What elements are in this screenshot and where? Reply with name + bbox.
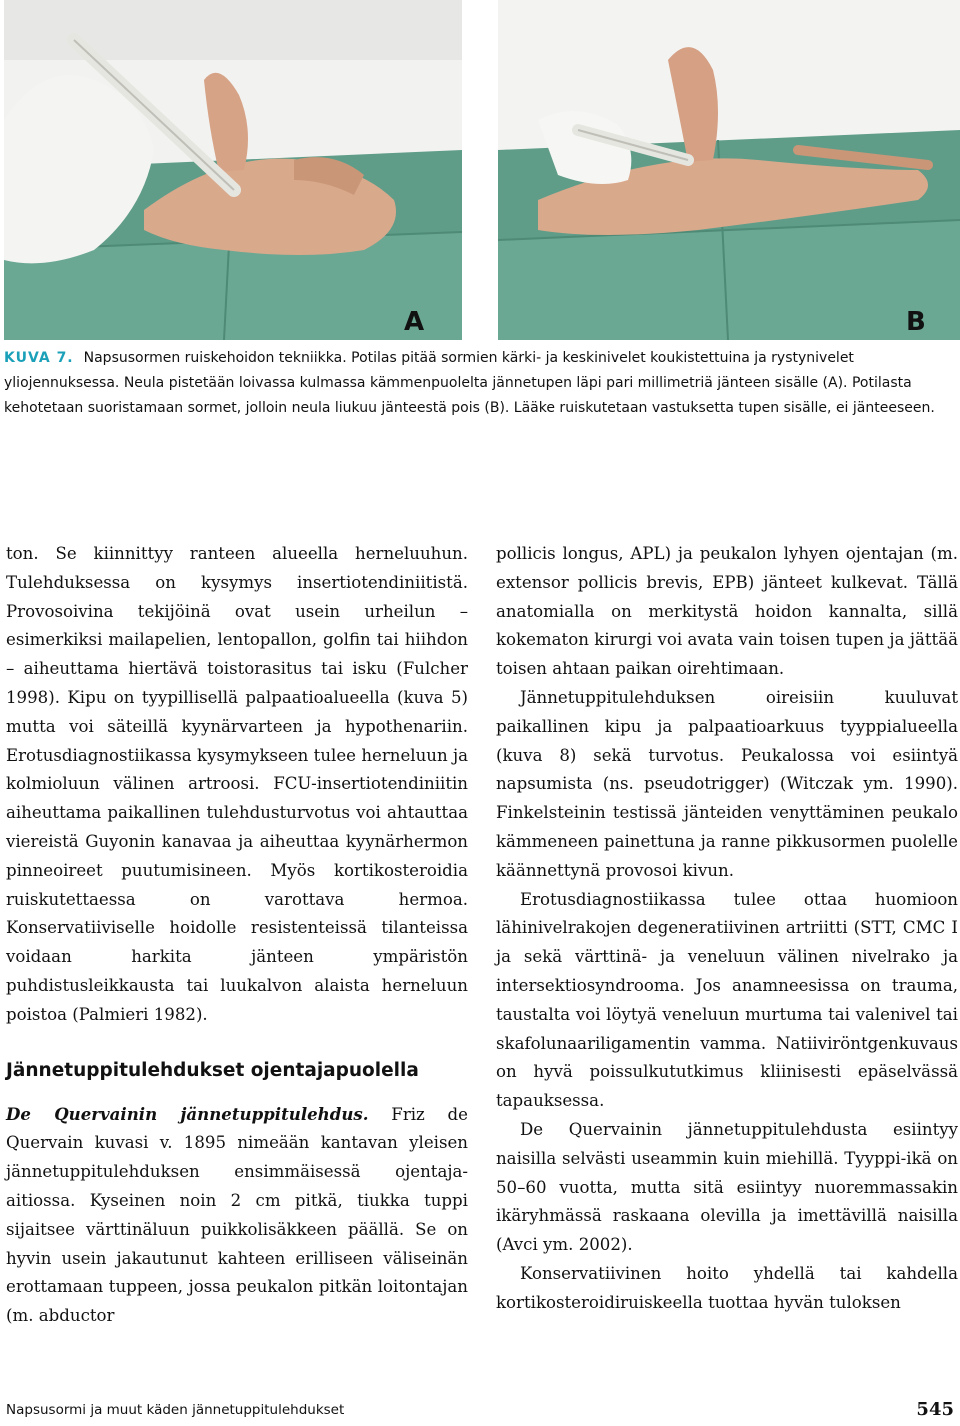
section-heading: Jännetuppitulehdukset ojentajapuolella (6, 1059, 419, 1081)
caption-label: KUVA 7. (4, 350, 74, 366)
right-column (496, 540, 958, 1318)
left-paragraph-1: ton. Se kiinnittyy ranteen alueella herneluuhun. Tulehduksessa on kysymys insertiotendiniitistä. Provosoivina tekijöinä ovat usein urheilun – esimerkiksi mailapelien, lentopallon, golfin tai hiihdon – aiheuttama hiertävä toistorasitus tai isku (Fulcher 1998). Kipu on tyypillisellä palpaatioalueella (kuva 5) mutta voi säteillä kyynärvarteen ja hypothenariin. Erotusdiagnostiikassa kysymykseen tulee herneluun ja kolmioluun välinen artroosi. FCU-insertiotendiniitin aiheuttama paikallinen tulehdusturvotus voi ahtauttaa viereistä Guyonin kanavaa ja aiheuttaa kyynärhermon pinneoireet puutumisineen. Myös kortikosteroidia ruiskutettaessa on varottava hermoa. Konservatiiviselle hoidolle resistenteissä tilanteissa voidaan harkita jänteen ympäristön puhdistusleikkausta tai luukalvon alaista herneluun poistoa (Palmieri 1982). (6, 544, 468, 1024)
right-paragraph-1: pollicis longus, APL) ja peukalon lyhyen ojentajan (m. extensor pollicis brevis, EPB) jänteet kulkevat. Tällä anatomialla on merkitystä hoidon kannalta, sillä kokematon kirurgi voi avata vain toisen tupen ja jättää toisen ahtaan paikan oirehtimaan. (496, 544, 958, 679)
left-column (6, 540, 468, 1331)
page-footer (6, 1398, 954, 1422)
page-number: 545 (916, 1399, 954, 1420)
left-paragraph-2-text: Friz de Quervain kuvasi v. 1895 nimeään kantavan yleisen jännetuppitulehduksen ensimmäisessä ojentaja-aitiossa. Kyseinen noin 2 cm pitkä, tiukka tuppi sijaitsee värttinäluun puikkolisäkkeen päällä. Se on hyvin usein jakautunut kahteen erilliseen väliseinän erottamaan tuppeen, jossa peukalon pitkän loitontajan (m. abductor (6, 1104, 468, 1326)
left-paragraph-2 (6, 1100, 468, 1331)
figure-photo-a (4, 0, 462, 340)
right-paragraph-3: Erotusdiagnostiikassa tulee ottaa huomioon lähinivelrakojen degeneratiivinen artriitti (STT, CMC I ja sekä värttinä- ja veneluun välinen nivelrako ja intersektiosyndrooma. Jos anamneesissa on trauma, taustalta voi löytyä veneluun murtuma tai valenivel tai skafolunaariligamentin vamma. Natiiviröntgenkuvaus on hyvä poissulkututkimus kliinisesti epäselvässä tapauksessa. (496, 889, 958, 1111)
caption-text: Napsusormen ruiskehoidon tekniikka. Potilas pitää sormien kärki- ja keskinivelet koukistettuina ja rystynivelet yliojennuksessa. Neula pistetään loivassa kulmassa kämmenpuolelta jännetupen läpi pari millimetriä jänteen sisälle (A). Potilasta kehotetaan suoristamaan sormet, jolloin neula liukuu jänteestä pois (B). Lääke ruiskutetaan vastuksetta tupen sisälle, ei jänteeseen. (4, 350, 935, 416)
running-title: Napsusormi ja muut käden jännetuppitulehdukset (6, 1402, 345, 1418)
right-paragraph-2: Jännetuppitulehduksen oireisiin kuuluvat paikallinen kipu ja palpaatioarkuus tyyppialueella (kuva 8) sekä turvotus. Peukalossa voi esiintyä napsumista (ns. pseudotrigger) (Witczak ym. 1990). Finkelsteinin testissä jänteiden venyttäminen peukalo kämmeneen painettuna ja ranne pikkusormen puolelle käännettynä provosoi kivun. (496, 687, 958, 880)
figure-photo-b (498, 0, 960, 340)
right-paragraph-4: De Quervainin jännetuppitulehdusta esiintyy naisilla selvästi useammin kuin miehillä. Tyyppi-ikä on 50–60 vuotta, mutta sitä esiintyy nuoremmassakin ikäryhmässä raskaana olevilla ja imettävillä naisilla (Avci ym. 2002). (496, 1119, 958, 1255)
photo-label-b: B (906, 307, 926, 337)
photo-label-a: A (404, 307, 426, 337)
figure-caption (4, 346, 956, 421)
photo-b-illustration (498, 0, 960, 340)
photo-a-illustration (4, 0, 462, 340)
subsection-title: De Quervainin jännetuppitulehdus. (6, 1103, 369, 1124)
right-paragraph-5: Konservatiivinen hoito yhdellä tai kahdella kortikosteroidiruiskeella tuottaa hyvän tuloksen (496, 1263, 958, 1312)
